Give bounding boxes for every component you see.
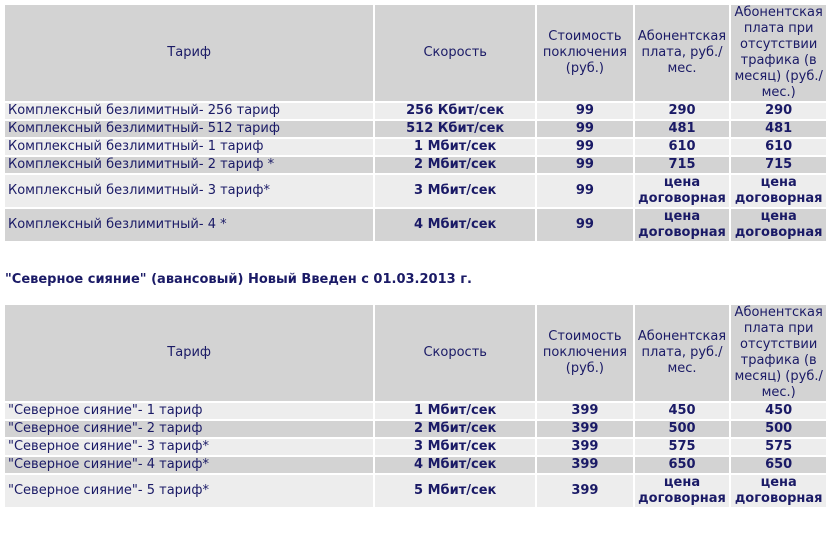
tariff-setup: 99 [537,139,633,155]
tariff-setup: 99 [537,209,633,241]
header-idle-fee: Абонентская плата при отсутствии трафика (в месяц) (руб./мес.) [731,305,826,401]
table-row [5,139,826,155]
tariff-speed: 512 Кбит/сек [375,121,535,137]
tariff-speed: 3 Мбит/сек [375,175,535,207]
tariff-fee: 500 [635,421,730,437]
tariff-speed: 5 Мбит/сек [375,475,535,507]
header-speed: Скорость [375,305,535,401]
table-row [5,439,826,455]
header-speed: Скорость [375,5,535,101]
tariff-name: Комплексный безлимитный- 1 тариф [5,139,373,155]
table-row [5,403,826,419]
tariff-idle: цена договорная [731,475,826,507]
section-title-north-lights: "Северное сияние" (авансовый) Новый Введен с 01.03.2013 г. [5,272,472,287]
tariff-name: "Северное сияние"- 2 тариф [5,421,373,437]
table-row [5,103,826,119]
tariff-fee: 481 [635,121,730,137]
tariff-speed: 4 Мбит/сек [375,209,535,241]
tariff-fee: 610 [635,139,730,155]
table-header-row [5,5,826,101]
tariff-setup: 399 [537,439,633,455]
tariff-fee: 715 [635,157,730,173]
tariff-idle: 500 [731,421,826,437]
tariff-idle: цена договорная [731,175,826,207]
tariff-name: "Северное сияние"- 5 тариф* [5,475,373,507]
header-monthly-fee: Абонентская плата, руб./мес. [635,5,730,101]
table-row [5,209,826,241]
tariff-name: "Северное сияние"- 3 тариф* [5,439,373,455]
table-row [5,121,826,137]
tariff-speed: 4 Мбит/сек [375,457,535,473]
header-idle-fee: Абонентская плата при отсутствии трафика (в месяц) (руб./мес.) [731,5,826,101]
table-row [5,157,826,173]
header-tariff: Тариф [5,305,373,401]
tariff-idle: 290 [731,103,826,119]
tariff-setup: 399 [537,475,633,507]
tariff-idle: 715 [731,157,826,173]
tariff-idle: 650 [731,457,826,473]
table-row [5,457,826,473]
tariff-setup: 99 [537,157,633,173]
tariff-setup: 399 [537,403,633,419]
tariff-speed: 3 Мбит/сек [375,439,535,455]
tariff-name: Комплексный безлимитный- 2 тариф * [5,157,373,173]
tariff-name: Комплексный безлимитный- 512 тариф [5,121,373,137]
tariff-speed: 2 Мбит/сек [375,421,535,437]
tariff-fee: цена договорная [635,209,730,241]
tariff-fee: 290 [635,103,730,119]
tariff-name: "Северное сияние"- 4 тариф* [5,457,373,473]
tariff-fee: 450 [635,403,730,419]
north-lights-tariffs-table [3,303,828,509]
table-row [5,175,826,207]
tariff-fee: цена договорная [635,175,730,207]
tariff-setup: 99 [537,121,633,137]
table-row [5,421,826,437]
header-tariff: Тариф [5,5,373,101]
tariff-speed: 1 Мбит/сек [375,403,535,419]
tariff-setup: 99 [537,103,633,119]
tariff-idle: 575 [731,439,826,455]
complex-tariffs-table [3,3,828,243]
tariff-setup: 399 [537,457,633,473]
tariff-speed: 2 Мбит/сек [375,157,535,173]
table-header-row [5,305,826,401]
tariff-fee: цена договорная [635,475,730,507]
tariff-fee: 650 [635,457,730,473]
tariff-idle: 610 [731,139,826,155]
tariff-setup: 99 [537,175,633,207]
header-setup-cost: Стоимость поключения (руб.) [537,5,633,101]
tariff-setup: 399 [537,421,633,437]
tariff-speed: 1 Мбит/сек [375,139,535,155]
tariff-name: Комплексный безлимитный- 256 тариф [5,103,373,119]
table-row [5,475,826,507]
tariff-name: Комплексный безлимитный- 3 тариф* [5,175,373,207]
header-setup-cost: Стоимость поключения (руб.) [537,305,633,401]
tariff-idle: 450 [731,403,826,419]
tariff-speed: 256 Кбит/сек [375,103,535,119]
header-monthly-fee: Абонентская плата, руб./мес. [635,305,730,401]
tariff-idle: цена договорная [731,209,826,241]
tariff-name: Комплексный безлимитный- 4 * [5,209,373,241]
tariff-fee: 575 [635,439,730,455]
tariff-name: "Северное сияние"- 1 тариф [5,403,373,419]
tariff-idle: 481 [731,121,826,137]
